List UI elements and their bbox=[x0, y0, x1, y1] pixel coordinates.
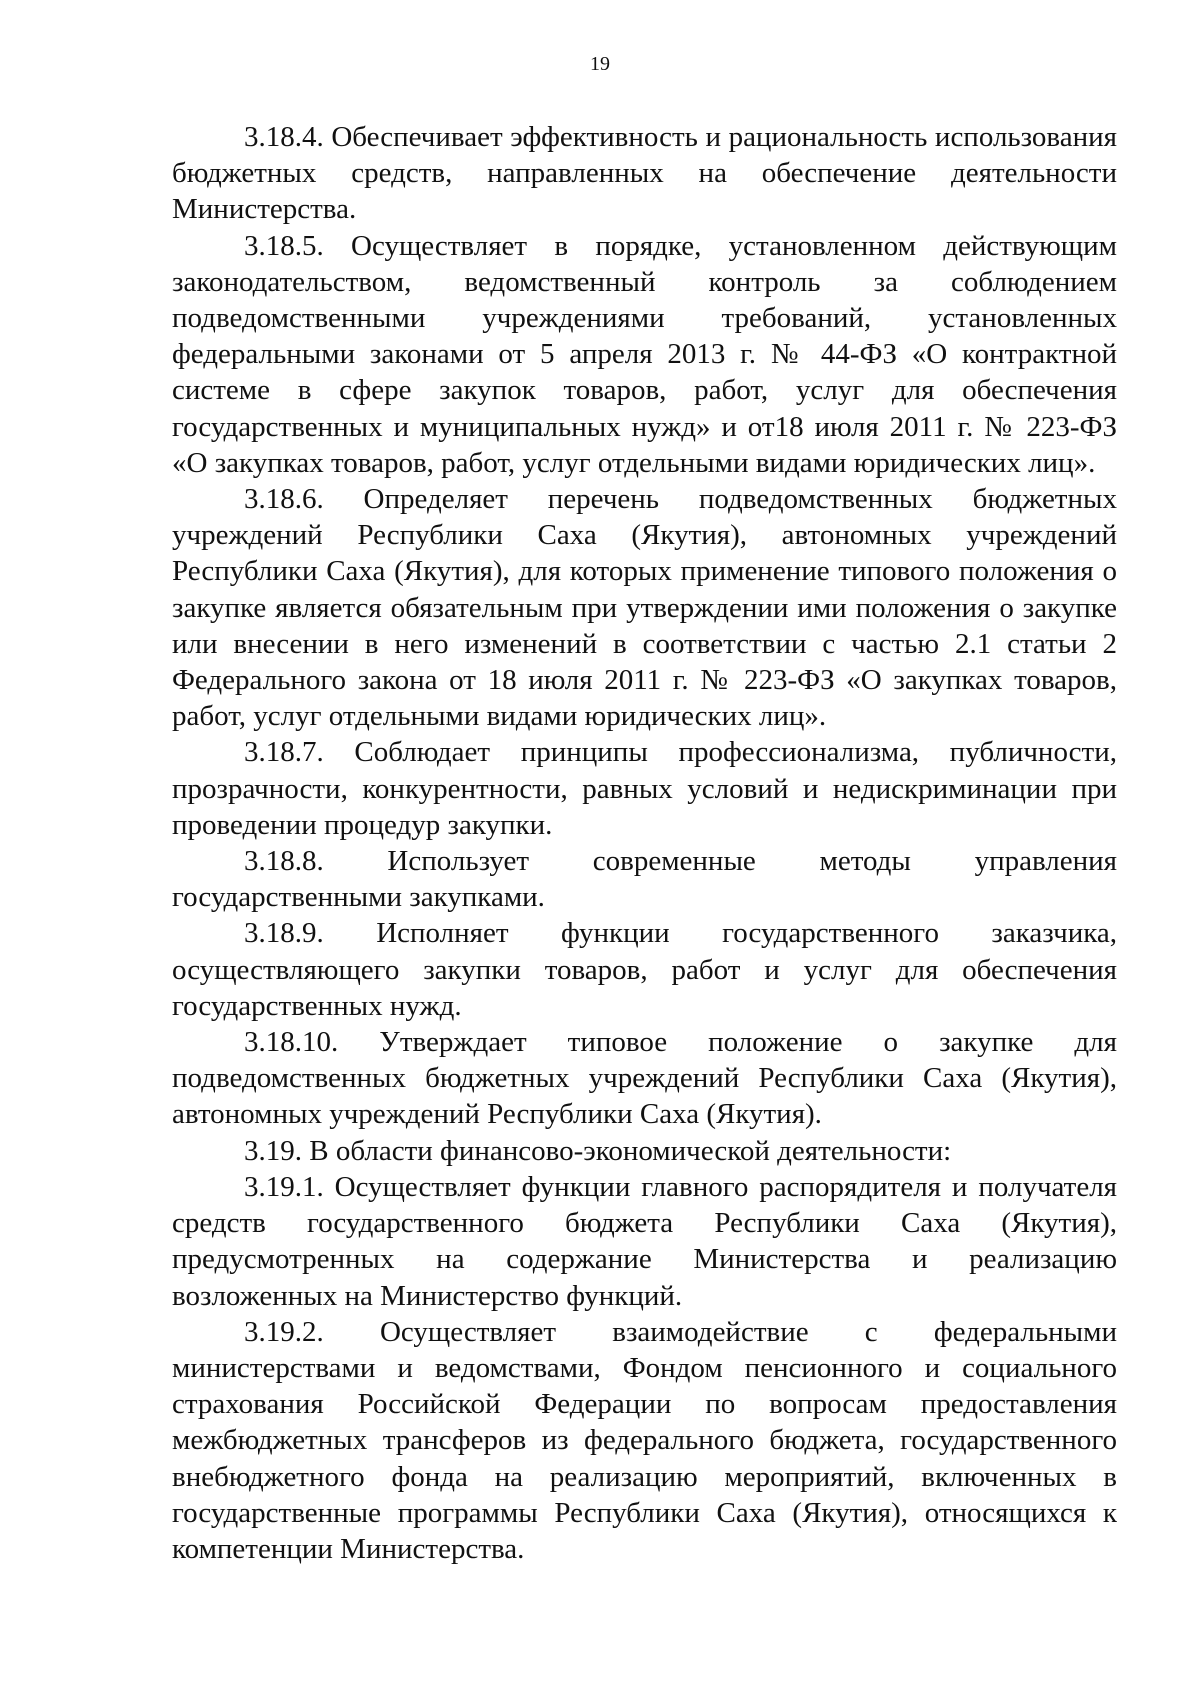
paragraph-3-18-10: 3.18.10. Утверждает типовое положение о закупке для подведомственных бюджетных учреждений Республики Саха (Якутия), автономных учреждений Республики Саха (Якутия). bbox=[172, 1026, 1117, 1131]
page-number: 19 bbox=[590, 53, 610, 75]
paragraph-3-19-1: 3.19.1. Осуществляет функции главного распорядителя и получателя средств государственного бюджета Республики Саха (Якутия), предусмотренных на содержание Министерства и реализацию возложенных на Министерство функций. bbox=[172, 1170, 1117, 1312]
paragraph-3-18-4: 3.18.4. Обеспечивает эффективность и рациональность использования бюджетных средств, направленных на обеспечение деятельности Министерства. bbox=[172, 121, 1117, 226]
paragraph-3-18-9: 3.18.9. Исполняет функции государственного заказчика, осуществляющего закупки товаров, работ и услуг для обеспечения государственных нужд. bbox=[172, 917, 1117, 1022]
paragraph-3-18-6: 3.18.6. Определяет перечень подведомственных бюджетных учреждений Республики Саха (Якутия), автономных учреждений Республики Саха (Якутия), для которых применение типового положения о закупке является обязательным при утверждении ими положения о закупке или внесении в него изменений в соответствии с частью 2.1 статьи 2 Федерального закона от 18 июля 2011 г. № 223-ФЗ «О закупках товаров, работ, услуг отдельными видами юридических лиц». bbox=[172, 483, 1117, 733]
paragraph-3-19: 3.19. В области финансово-экономической деятельности: bbox=[244, 1134, 952, 1167]
paragraph-3-19-2: 3.19.2. Осуществляет взаимодействие с федеральными министерствами и ведомствами, Фондом пенсионного и социального страхования Российской Федерации по вопросам предоставления межбюджетных трансферов из федерального бюджета, государственного внебюджетного фонда на реализацию мероприятий, включенных в государственные программы Республики Саха (Якутия), относящихся к компетенции Министерства. bbox=[172, 1315, 1117, 1565]
paragraph-3-18-5: 3.18.5. Осуществляет в порядке, установленном действующим законодательством, ведомственный контроль за соблюдением подведомственными учреждениями требований, установленных федеральными законами от 5 апреля 2013 г. № 44-ФЗ «О контрактной системе в сфере закупок товаров, работ, услуг для обеспечения государственных и муниципальных нужд» и от18 июля 2011 г. № 223-ФЗ «О закупках товаров, работ, услуг отдельными видами юридических лиц». bbox=[172, 229, 1117, 479]
paragraph-3-18-8: 3.18.8. Использует современные методы управления государственными закупками. bbox=[172, 845, 1117, 914]
paragraph-3-18-7: 3.18.7. Соблюдает принципы профессионализма, публичности, прозрачности, конкурентности, равных условий и недискриминации при проведении процедур закупки. bbox=[172, 736, 1117, 841]
document-body bbox=[172, 119, 1117, 1567]
